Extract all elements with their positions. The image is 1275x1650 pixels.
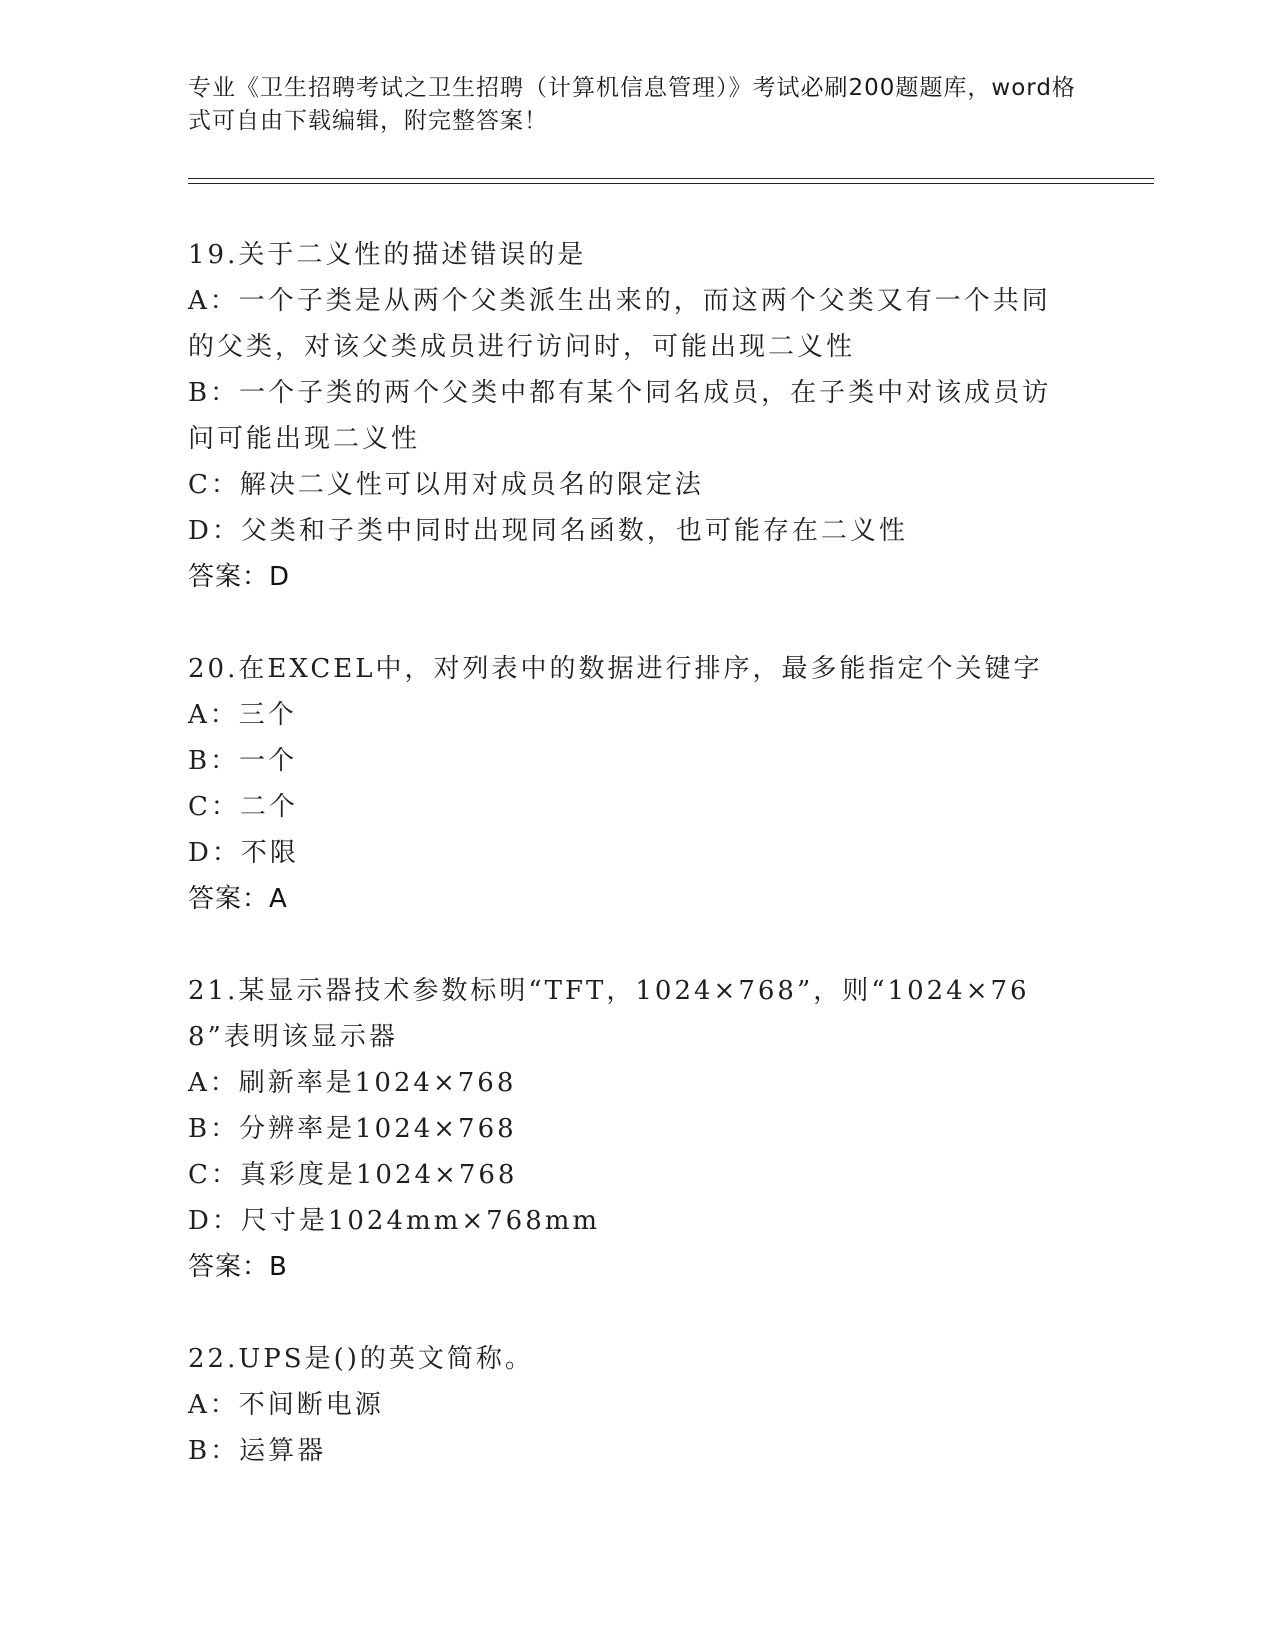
question-19 bbox=[188, 232, 1088, 600]
option-d: D：父类和子类中同时出现同名函数，也可能存在二义性 bbox=[188, 516, 908, 546]
header-divider-bottom bbox=[188, 183, 1154, 184]
document-header: 专业《卫生招聘考试之卫生招聘（计算机信息管理）》考试必刷200题题库，word格式可自由下载编辑，附完整答案！ bbox=[188, 75, 1076, 134]
option-b: B：分辨率是1024×768 bbox=[188, 1114, 517, 1144]
option-a: A：三个 bbox=[188, 700, 297, 730]
question-stem: 22.UPS是()的英文简称。 bbox=[188, 1344, 534, 1374]
question-21 bbox=[188, 968, 1088, 1290]
question-stem: 20.在EXCEL中，对列表中的数据进行排序，最多能指定个关键字 bbox=[188, 654, 1043, 684]
answer-label: 答案：D bbox=[188, 562, 291, 592]
question-stem: 19.关于二义性的描述错误的是 bbox=[188, 240, 587, 270]
question-stem: 21.某显示器技术参数标明“TFT，1024×768”，则“1024×768”表明该显示器 bbox=[188, 976, 1030, 1052]
answer-label: 答案：A bbox=[188, 884, 288, 914]
option-a: A：一个子类是从两个父类派生出来的，而这两个父类又有一个共同的父类，对该父类成员进行访问时，可能出现二义性 bbox=[188, 286, 1051, 362]
option-d: D：尺寸是1024mm×768mm bbox=[188, 1206, 601, 1236]
option-c: C：真彩度是1024×768 bbox=[188, 1160, 518, 1190]
option-b: B：运算器 bbox=[188, 1436, 327, 1466]
option-c: C：二个 bbox=[188, 792, 298, 822]
question-22 bbox=[188, 1336, 1088, 1474]
option-b: B：一个子类的两个父类中都有某个同名成员，在子类中对该成员访问可能出现二义性 bbox=[188, 378, 1052, 454]
option-c: C：解决二义性可以用对成员名的限定法 bbox=[188, 470, 704, 500]
option-d: D：不限 bbox=[188, 838, 299, 868]
question-20 bbox=[188, 646, 1088, 922]
option-a: A：不间断电源 bbox=[188, 1390, 384, 1420]
header-divider-top bbox=[188, 178, 1154, 179]
question-list bbox=[188, 232, 1088, 1520]
answer-label: 答案：B bbox=[188, 1252, 288, 1282]
option-a: A：刷新率是1024×768 bbox=[188, 1068, 517, 1098]
option-b: B：一个 bbox=[188, 746, 298, 776]
